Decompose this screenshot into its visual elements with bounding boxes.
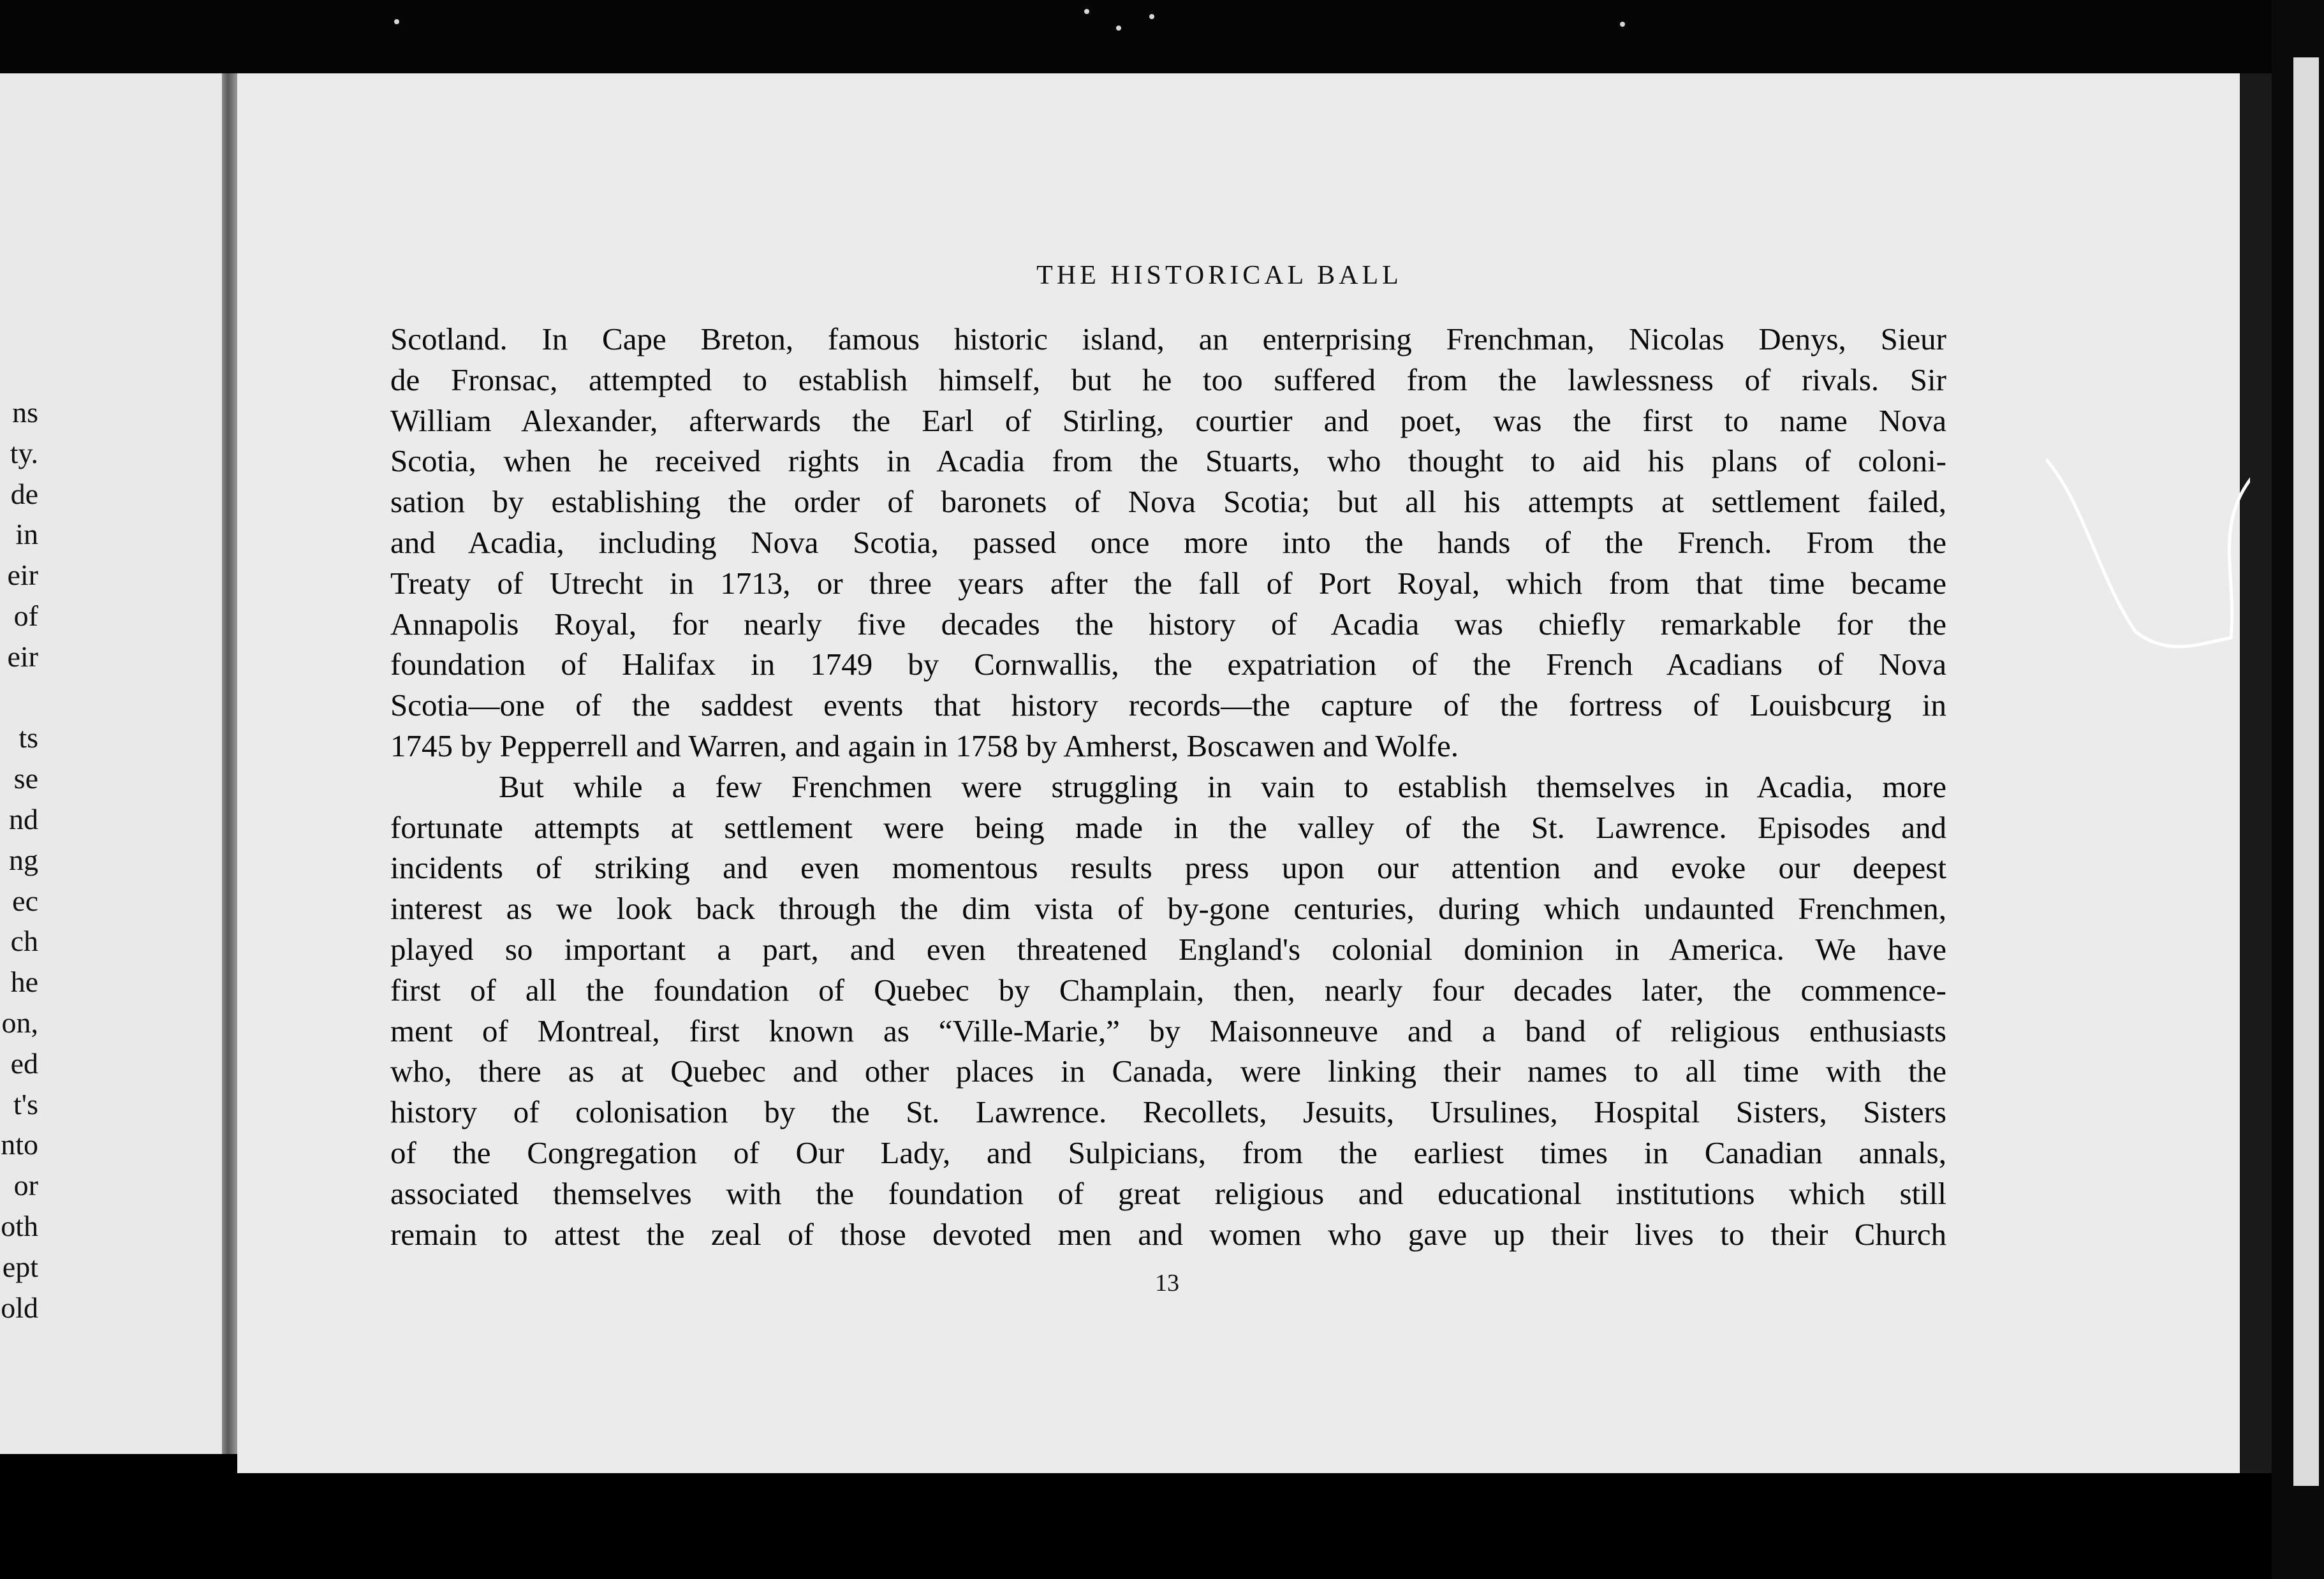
text-line: of the Congregation of Our Lady, and Sulpicians, from the earliest times in Canadian annals,	[390, 1135, 1946, 1170]
text-line: remain to attest the zeal of those devoted men and women who gave up their lives to their Church	[390, 1216, 1946, 1252]
running-head: THE HISTORICAL BALL	[1036, 261, 1402, 290]
text-line: history of colonisation by the St. Lawrence. Recollets, Jesuits, Ursulines, Hospital Sisters, Sisters	[390, 1094, 1946, 1130]
fragment-line: in	[15, 518, 38, 551]
dust-speck	[1084, 9, 1089, 14]
fragment-line: on,	[1, 1006, 38, 1039]
text-line: ment of Montreal, first known as “Ville-Marie,” by Maisonneuve and a band of religious enthusiasts	[390, 1013, 1946, 1048]
film-scratch-mark	[2046, 446, 2250, 657]
text-line: Annapolis Royal, for nearly five decades the history of Acadia was chiefly remarkable for the	[390, 606, 1946, 642]
scratch-line	[2046, 459, 2250, 647]
fragment-line: ed	[10, 1047, 38, 1080]
fragment-line: old	[1, 1291, 38, 1324]
fragment-line: ns	[12, 396, 38, 429]
fragment-line: de	[10, 477, 38, 510]
text-line: Treaty of Utrecht in 1713, or three years after the fall of Port Royal, which from that time became	[390, 565, 1946, 601]
text-line: interest as we look back through the dim vista of by-gone centuries, during which undaunted Frenchmen,	[390, 891, 1946, 927]
fragment-line	[0, 677, 38, 718]
fragment-line: ept	[2, 1250, 38, 1283]
text-line: first of all the foundation of Quebec by Champlain, then, nearly four decades later, the commence-	[390, 972, 1946, 1008]
fragment-line: of	[13, 599, 38, 632]
text-line: Scotland. In Cape Breton, famous historic island, an enterprising Frenchman, Nicolas Denys, Sieur	[390, 321, 1946, 356]
text-line: incidents of striking and even momentous results press upon our attention and evoke our deepest	[390, 850, 1946, 886]
dust-speck	[1149, 14, 1154, 19]
text-line: de Fronsac, attempted to establish himself, but he too suffered from the lawlessness of rivals. Sir	[390, 362, 1946, 397]
fragment-line: ch	[10, 925, 38, 958]
text-line: sation by establishing the order of baronets of Nova Scotia; but all his attempts at settlement failed,	[390, 484, 1946, 520]
page-number: 13	[1155, 1270, 1179, 1296]
fragment-line: eir	[7, 640, 38, 673]
fragment-line: ng	[9, 843, 38, 876]
fragment-line: ec	[12, 884, 38, 917]
fragment-line: he	[10, 966, 38, 999]
text-line: and Acadia, including Nova Scotia, passed once more into the hands of the French. From the	[390, 524, 1946, 560]
fragment-line: t's	[13, 1087, 38, 1120]
fragment-line: eir	[7, 559, 38, 592]
facing-page-text-fragments	[0, 392, 38, 1328]
text-line: foundation of Halifax in 1749 by Cornwallis, the expatriation of the French Acadians of Nova	[390, 647, 1946, 682]
fragment-line: nto	[1, 1128, 38, 1161]
fragment-line: oth	[1, 1209, 38, 1242]
paragraph-end-line: 1745 by Pepperrell and Warren, and again in 1758 by Amherst, Boscawen and Wolfe.	[390, 728, 1459, 763]
fragment-line: se	[13, 762, 38, 795]
fragment-line: or	[13, 1169, 38, 1202]
paragraph-first-line: But while a few Frenchmen were struggling in vain to establish themselves in Acadia, more	[499, 768, 1946, 804]
text-line: Scotia—one of the saddest events that history records—the capture of the fortress of Louisbcurg in	[390, 687, 1946, 723]
dust-speck	[394, 19, 399, 24]
fragment-line: ty.	[10, 436, 38, 469]
text-line: fortunate attempts at settlement were being made in the valley of the St. Lawrence. Episodes and	[390, 809, 1946, 845]
fragment-line: ts	[18, 721, 38, 754]
dust-speck	[1116, 26, 1121, 31]
dust-speck	[1620, 22, 1625, 27]
text-line: William Alexander, afterwards the Earl of Stirling, courtier and poet, was the first to name Nova	[390, 402, 1946, 438]
fragment-line: nd	[9, 802, 38, 835]
text-line: who, there as at Quebec and other places in Canada, were linking their names to all time with the	[390, 1054, 1946, 1089]
scan-right-border	[2272, 0, 2324, 1579]
scan-top-border	[0, 0, 2324, 73]
text-line: Scotia, when he received rights in Acadia from the Stuarts, who thought to aid his plans of coloni-	[390, 443, 1946, 479]
text-line: played so important a part, and even threatened England's colonial dominion in America. We have	[390, 931, 1946, 967]
text-line: associated themselves with the foundation of great religious and educational institutions which still	[390, 1175, 1946, 1211]
body-text	[390, 319, 1946, 1254]
